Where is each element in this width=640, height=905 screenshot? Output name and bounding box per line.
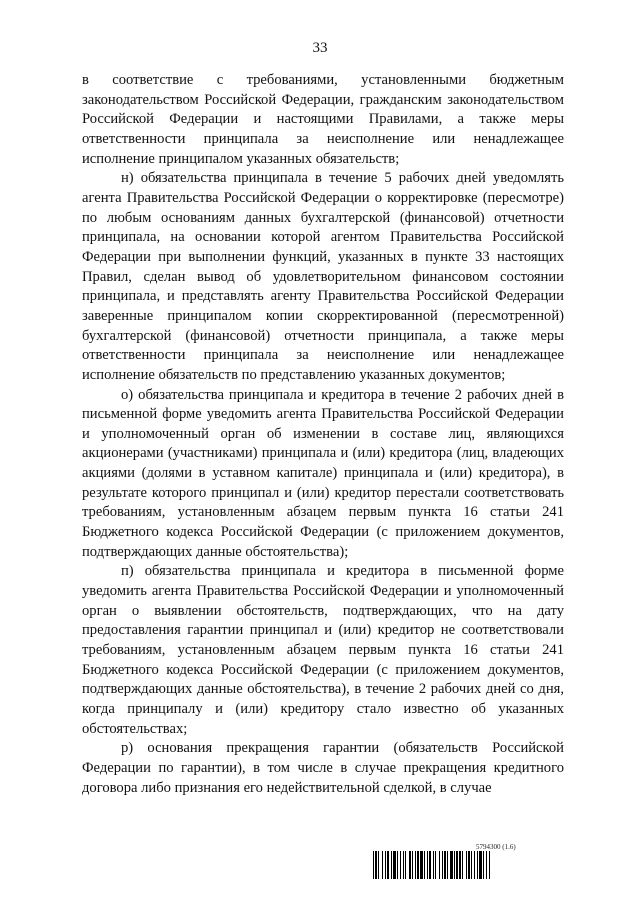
paragraph-continuation: в соответствие с требованиями, установленными бюджетным законодательством Российской Федерации, гражданским законодательством Российской Федерации и настоящими Правилами, а также меры ответственности принципала за неисполнение или ненадлежащее исполнение принципалом указанных обязательств; (82, 72, 564, 167)
barcode-icon (373, 851, 565, 879)
paragraph-item-p: п) обязательства принципала и кредитора в письменной форме уведомить агента Правительства Российской Федерации и уполномоченный орган о выявлении обстоятельств, подтверждающих, что на дату предоставления гарантии принципал и (или) кредитор не соответствовали требованиям, установленным абзацем первым пункта 16 статьи 241 Бюджетного кодекса Российской Федерации (с приложением документов, подтверждающих данные обстоятельства), в течение 2 рабочих дней со дня, когда принципалу и (или) кредитору стало известно об указанных обстоятельствах; (82, 563, 564, 737)
document-code: 5794300 (1.6) (476, 843, 516, 851)
paragraph-item-n: н) обязательства принципала в течение 5 рабочих дней уведомлять агента Правительства Российской Федерации о корректировке (пересмотре) по любым основаниям данных бухгалтерской (финансовой) отчетности принципала, на основании которой агентом Правительства Российской Федерации при выполнении функций, указанных в пункте 33 настоящих Правил, сделан вывод об удовлетворительном финансовом состоянии принципала, и представлять агенту Правительства Российской Федерации заверенные принципалом копии скорректированной (пересмотренной) бухгалтерской (финансовой) отчетности принципала, а также меры ответственности принципала за неисполнение или ненадлежащее исполнение обязательств по представлению указанных документов; (82, 170, 564, 383)
paragraph-item-o: о) обязательства принципала и кредитора в течение 2 рабочих дней в письменной форме уведомить агента Правительства Российской Федерации и уполномоченный орган об изменении в составе лиц, являющихся акционерами (участниками) принципала и (или) кредитора (лиц, владеющих акциями (долями в уставном капитале) принципала и (или) кредитора), в результате которого принципал и (или) кредитор перестали соответствовать требованиям, установленным абзацем первым пункта 16 статьи 241 Бюджетного кодекса Российской Федерации (с приложением документов, подтверждающих данные обстоятельства); (82, 386, 564, 560)
paragraph-item-r: р) основания прекращения гарантии (обязательств Российской Федерации по гарантии), в том числе в случае прекращения кредитного договора либо признания его недействительной сделкой, в случае (82, 740, 564, 796)
page-number: 33 (312, 40, 328, 56)
document-body (82, 71, 564, 798)
